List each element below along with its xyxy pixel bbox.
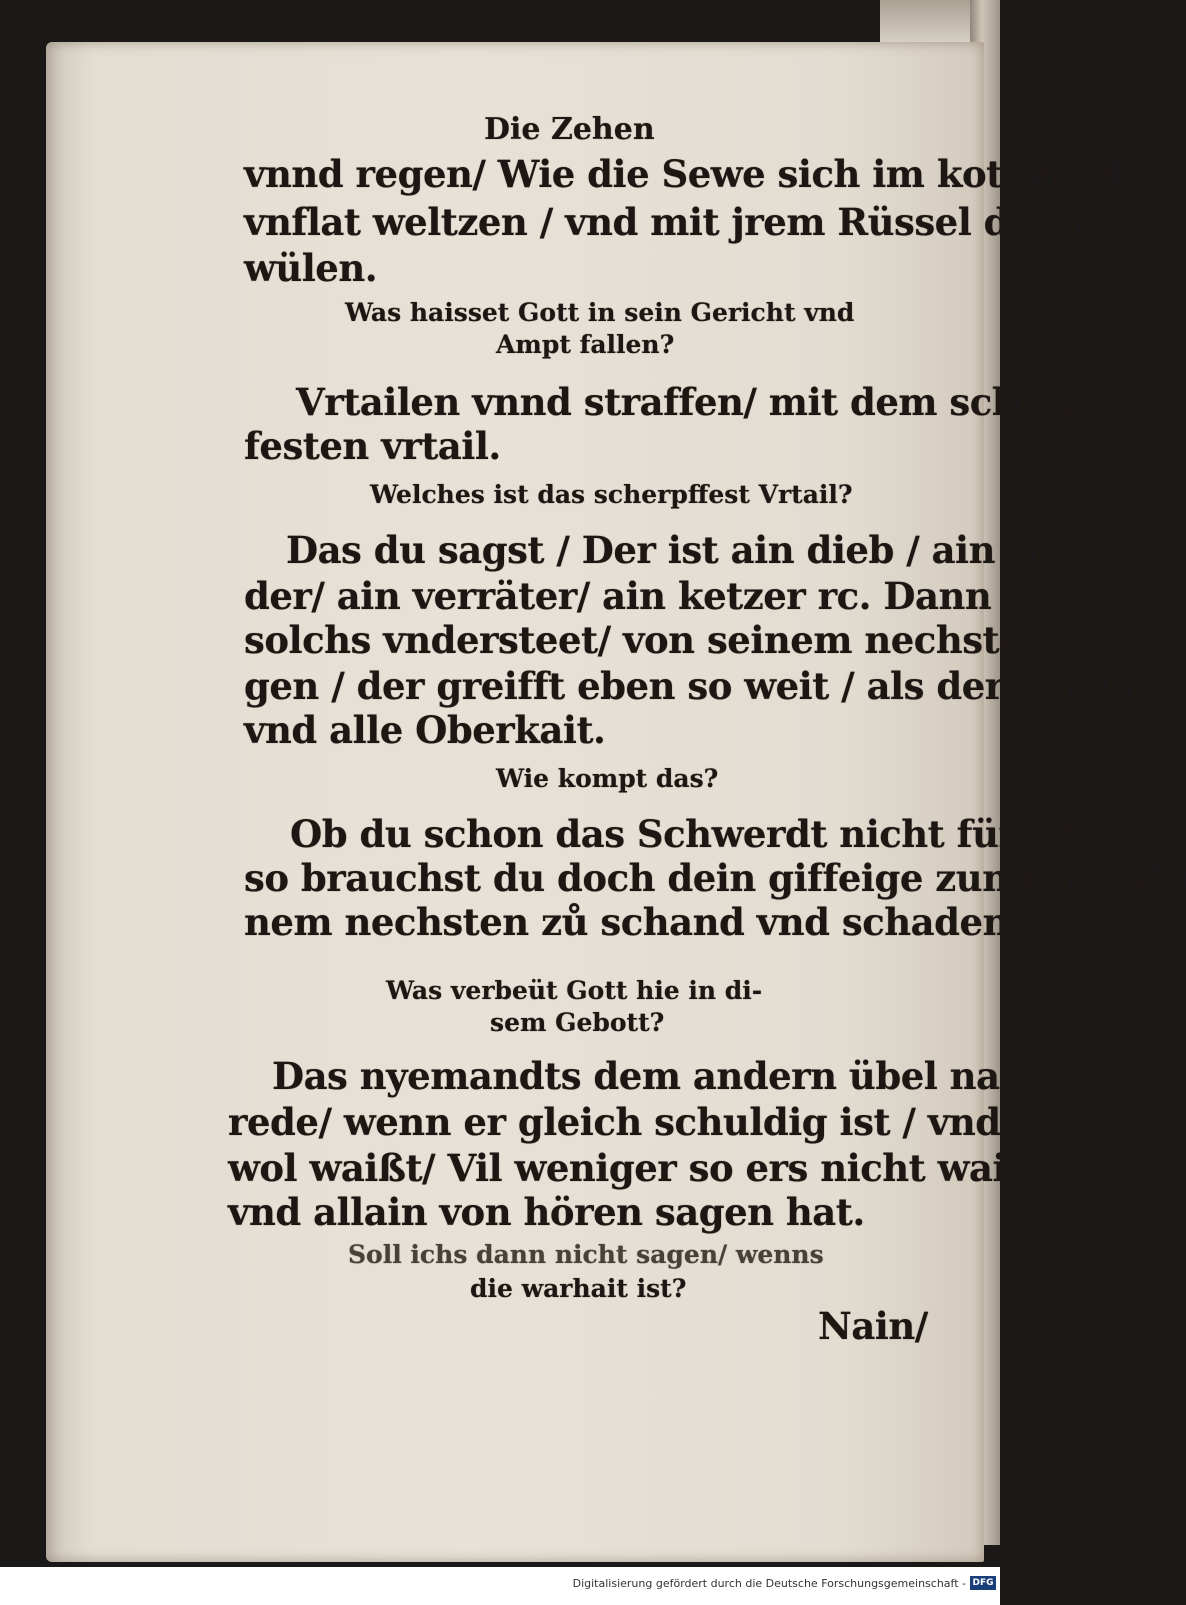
question-heading: Was verbeüt Gott hie in di- bbox=[386, 976, 763, 1005]
text-line: nem nechsten zů schand vnd schaden. bbox=[244, 900, 1022, 944]
text-line: so brauchst du doch dein giffeige zungen/ dei- bbox=[244, 856, 1186, 900]
text-line: vnnd regen/ Wie die Sewe sich im kot vnnd bbox=[244, 152, 1115, 196]
question-heading: Was haisset Gott in sein Gericht vnd bbox=[345, 298, 855, 327]
catchword: Nain/ bbox=[818, 1304, 928, 1348]
question-heading: Ampt fallen? bbox=[496, 330, 675, 359]
question-heading: Soll ichs dann nicht sagen/ wenns bbox=[348, 1240, 824, 1269]
question-heading: die warhait ist? bbox=[470, 1274, 687, 1303]
footer-bar bbox=[0, 1567, 1000, 1605]
text-line: vnd allain von hören sagen hat. bbox=[228, 1190, 865, 1234]
text-line: gen / der greifft eben so weit / als der Kaiser/ bbox=[244, 664, 1161, 708]
question-heading: sem Gebott? bbox=[490, 1008, 665, 1037]
text-line: wol waißt/ Vil weniger so ers nicht waißt/ bbox=[228, 1146, 1064, 1190]
text-line: festen vrtail. bbox=[244, 424, 501, 468]
text-line: solchs vndersteet/ von seinem nechsten zů sa- bbox=[244, 618, 1179, 662]
page-edge-top bbox=[880, 0, 980, 42]
text-line: Vrtailen vnnd straffen/ mit dem scherpf- bbox=[296, 380, 1115, 424]
text-line: vnd alle Oberkait. bbox=[244, 708, 606, 752]
running-header: Die Zehen bbox=[484, 112, 655, 147]
question-heading: Welches ist das scherpffest Vrtail? bbox=[370, 480, 853, 509]
text-line: vnflat weltzen / vnd mit jrem Rüssel darinn bbox=[244, 200, 1118, 244]
text-line: Das du sagst / Der ist ain dieb / ain mör- bbox=[286, 528, 1105, 572]
footer-credit: Digitalisierung gefördert durch die Deutsche Forschungsgemeinschaft - bbox=[572, 1577, 966, 1590]
text-line: der/ ain verräter/ ain ketzer rc. Dann wer sich bbox=[244, 574, 1172, 618]
text-line: Ob du schon das Schwerdt nicht fürest/ bbox=[290, 812, 1091, 856]
dfg-logo: DFG bbox=[970, 1576, 996, 1590]
text-line: wülen. bbox=[244, 246, 378, 290]
text-line: Das nyemandts dem andern übel nach- bbox=[272, 1054, 1063, 1098]
question-heading: Wie kompt das? bbox=[496, 764, 719, 793]
text-line: rede/ wenn er gleich schuldig ist / vnd es diser bbox=[228, 1100, 1171, 1144]
